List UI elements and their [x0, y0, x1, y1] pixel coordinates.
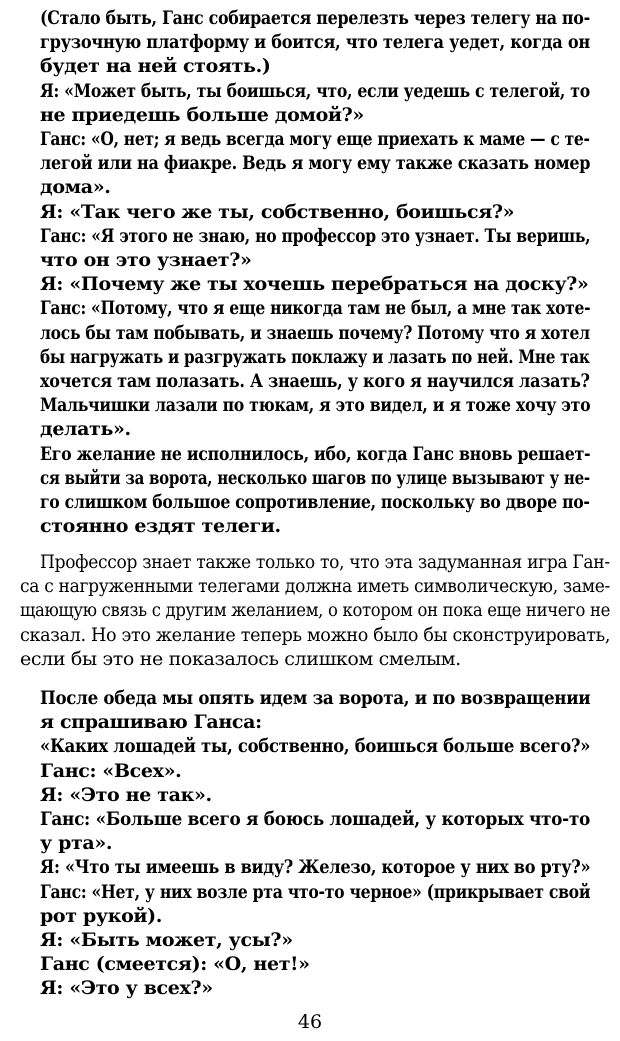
text-line: Я: «Быть может, усы?» — [40, 929, 293, 951]
page-number: 46 — [297, 1011, 323, 1033]
text-line: ся выйти за ворота, несколько шагов по улице вызывают у не- — [40, 466, 590, 489]
text-line: «Каких лошадей ты, собственно, боишься больше всего?» — [40, 735, 591, 758]
text-line: дома». — [40, 176, 111, 199]
text-line: я спрашиваю Ганса: — [40, 711, 262, 734]
text-line: Я: «Может быть, ты боишься, что, если уедешь с телегой, то — [40, 79, 590, 102]
text-line: Ганс: «Потому, что я еще никогда там не был, а мне так хоте- — [40, 297, 591, 320]
text-line: лось бы там побывать, и знаешь почему? Потому что я хотел — [40, 321, 590, 344]
text-line: Я: «Так чего же ты, собственно, боишься?» — [40, 200, 515, 223]
text-line: рот рукой). — [40, 904, 163, 927]
text-line: бы нагружать и разгружать поклажу и лазать по ней. Мне так — [40, 345, 590, 368]
text-line: Его желание не исполнилось, ибо, когда Ганс вновь решает- — [40, 442, 591, 465]
text-line: стоянно ездят телеги. — [40, 515, 281, 538]
text-line: щающую связь с другим желанием, о котором он пока еще ничего не — [20, 599, 611, 622]
text-line: хочется там полазать. А знаешь, у кого я научился лазать? — [40, 370, 590, 392]
text-line: у рта». — [40, 832, 113, 855]
text-line: Мальчишки лазали по тюкам, я это видел, и я тоже хочу это — [40, 394, 591, 417]
text-line: делать». — [40, 418, 131, 441]
text-line: Ганс: «Всех». — [40, 759, 182, 782]
text-line: Ганс: «Больше всего я боюсь лошадей, у которых что-то — [40, 808, 590, 830]
text-line: Ганс: «Нет, у них возле рта что-то черное» (прикрывает свой — [40, 880, 591, 903]
text-line: са с нагруженными телегами должна иметь символическую, заме- — [20, 575, 610, 598]
text-line: будет на ней стоять.) — [40, 55, 271, 78]
text-line: что он это узнает?» — [40, 249, 252, 271]
text-line: го слишком большое сопротивление, поскольку во дворе по- — [40, 491, 590, 513]
text-line: не приедешь больше домой?» — [40, 103, 364, 126]
text-line: Я: «Это не так». — [40, 783, 212, 806]
text-line: Профессор знает также только то, что эта задуманная игра Ган- — [40, 551, 610, 573]
text-line: грузочную платформу и боится, что телега уедет, когда он — [40, 31, 590, 54]
text-line: Я: «Это у всех?» — [40, 977, 213, 1000]
text-line: (Стало быть, Ганс собирается перелезть через телегу на по- — [40, 7, 590, 29]
text-line: если бы это не показалось слишком смелым. — [20, 647, 461, 670]
text-line: легой или на фиакре. Ведь я могу ему также сказать номер — [40, 152, 591, 175]
text-line: После обеда мы опять идем за ворота, и по возвращении — [40, 687, 591, 709]
text-line: Ганс: «О, нет; я ведь всегда могу еще приехать к маме — с те- — [40, 128, 590, 150]
text-line: Ганс: «Я этого не знаю, но профессор это узнает. Ты веришь, — [40, 224, 591, 247]
text-line: сказал. Но это желание теперь можно было бы сконструировать, — [20, 623, 611, 646]
text-line: Ганс (смеется): «О, нет!» — [40, 953, 310, 976]
text-line: Я: «Что ты имеешь в виду? Железо, которое у них во рту?» — [40, 856, 591, 879]
text-line: Я: «Почему же ты хочешь перебраться на доску?» — [40, 273, 589, 296]
